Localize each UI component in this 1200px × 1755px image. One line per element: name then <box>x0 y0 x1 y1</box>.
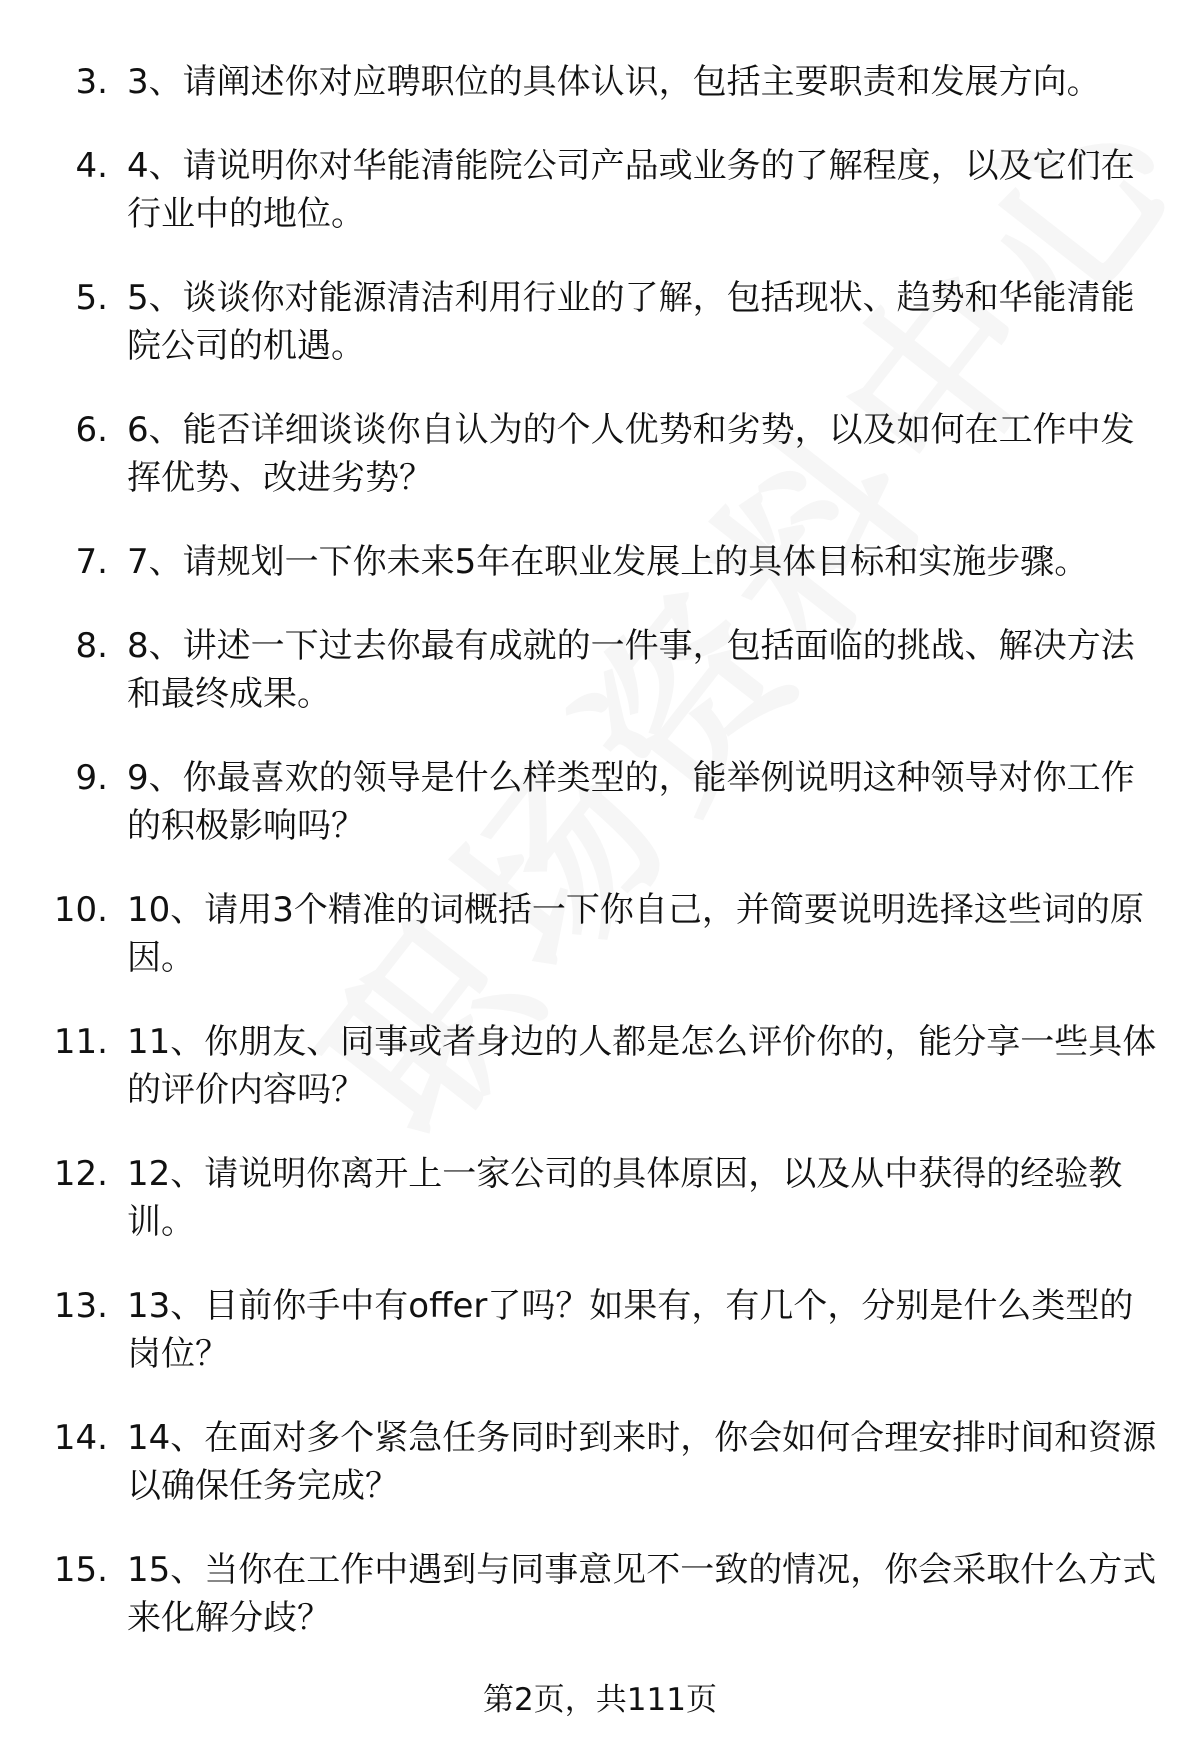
question-text: 6、能否详细谈谈你自认为的个人优势和劣势，以及如何在工作中发挥优势、改进劣势？ <box>127 410 1135 498</box>
question-text: 8、讲述一下过去你最有成就的一件事，包括面临的挑战、解决方法和最终成果。 <box>127 626 1135 714</box>
question-text: 9、你最喜欢的领导是什么样类型的，能举例说明这种领导对你工作的积极影响吗？ <box>127 758 1135 846</box>
list-item <box>0 538 1200 622</box>
question-text: 12、请说明你离开上一家公司的具体原因，以及从中获得的经验教训。 <box>127 1154 1123 1242</box>
question-text: 3、请阐述你对应聘职位的具体认识，包括主要职责和发展方向。 <box>127 62 1101 102</box>
item-number: 7. <box>75 542 108 582</box>
item-number: 15. <box>53 1550 108 1590</box>
question-text: 14、在面对多个紧急任务同时到来时，你会如何合理安排时间和资源以确保任务完成？ <box>127 1418 1157 1506</box>
list-item <box>0 1018 1200 1150</box>
item-number: 3. <box>75 62 108 102</box>
item-number: 13. <box>53 1286 108 1326</box>
question-list <box>0 58 1200 1678</box>
item-number: 10. <box>53 890 108 930</box>
question-text: 5、谈谈你对能源清洁利用行业的了解，包括现状、趋势和华能清能院公司的机遇。 <box>127 278 1135 366</box>
page-number-footer: 第2页，共111页 <box>483 1682 717 1718</box>
list-item <box>0 58 1200 142</box>
list-item <box>0 886 1200 1018</box>
list-item <box>0 754 1200 886</box>
item-number: 12. <box>53 1154 108 1194</box>
item-number: 11. <box>53 1022 108 1062</box>
list-item <box>0 1282 1200 1414</box>
item-number: 6. <box>75 410 108 450</box>
item-number: 9. <box>75 758 108 798</box>
list-item <box>0 1414 1200 1546</box>
item-number: 5. <box>75 278 108 318</box>
item-number: 4. <box>75 146 108 186</box>
question-text: 13、目前你手中有offer了吗？如果有，有几个，分别是什么类型的岗位？ <box>127 1286 1134 1374</box>
list-item <box>0 274 1200 406</box>
question-text: 15、当你在工作中遇到与同事意见不一致的情况，你会采取什么方式来化解分歧？ <box>127 1550 1157 1638</box>
question-text: 7、请规划一下你未来5年在职业发展上的具体目标和实施步骤。 <box>127 542 1089 582</box>
question-text: 4、请说明你对华能清能院公司产品或业务的了解程度，以及它们在行业中的地位。 <box>127 146 1135 234</box>
list-item <box>0 622 1200 754</box>
item-number: 14. <box>53 1418 108 1458</box>
list-item <box>0 142 1200 274</box>
list-item <box>0 406 1200 538</box>
question-text: 10、请用3个精准的词概括一下你自己，并简要说明选择这些词的原因。 <box>127 890 1144 978</box>
item-number: 8. <box>75 626 108 666</box>
list-item <box>0 1150 1200 1282</box>
list-item <box>0 1546 1200 1678</box>
question-text: 11、你朋友、同事或者身边的人都是怎么评价你的，能分享一些具体的评价内容吗？ <box>127 1022 1157 1110</box>
